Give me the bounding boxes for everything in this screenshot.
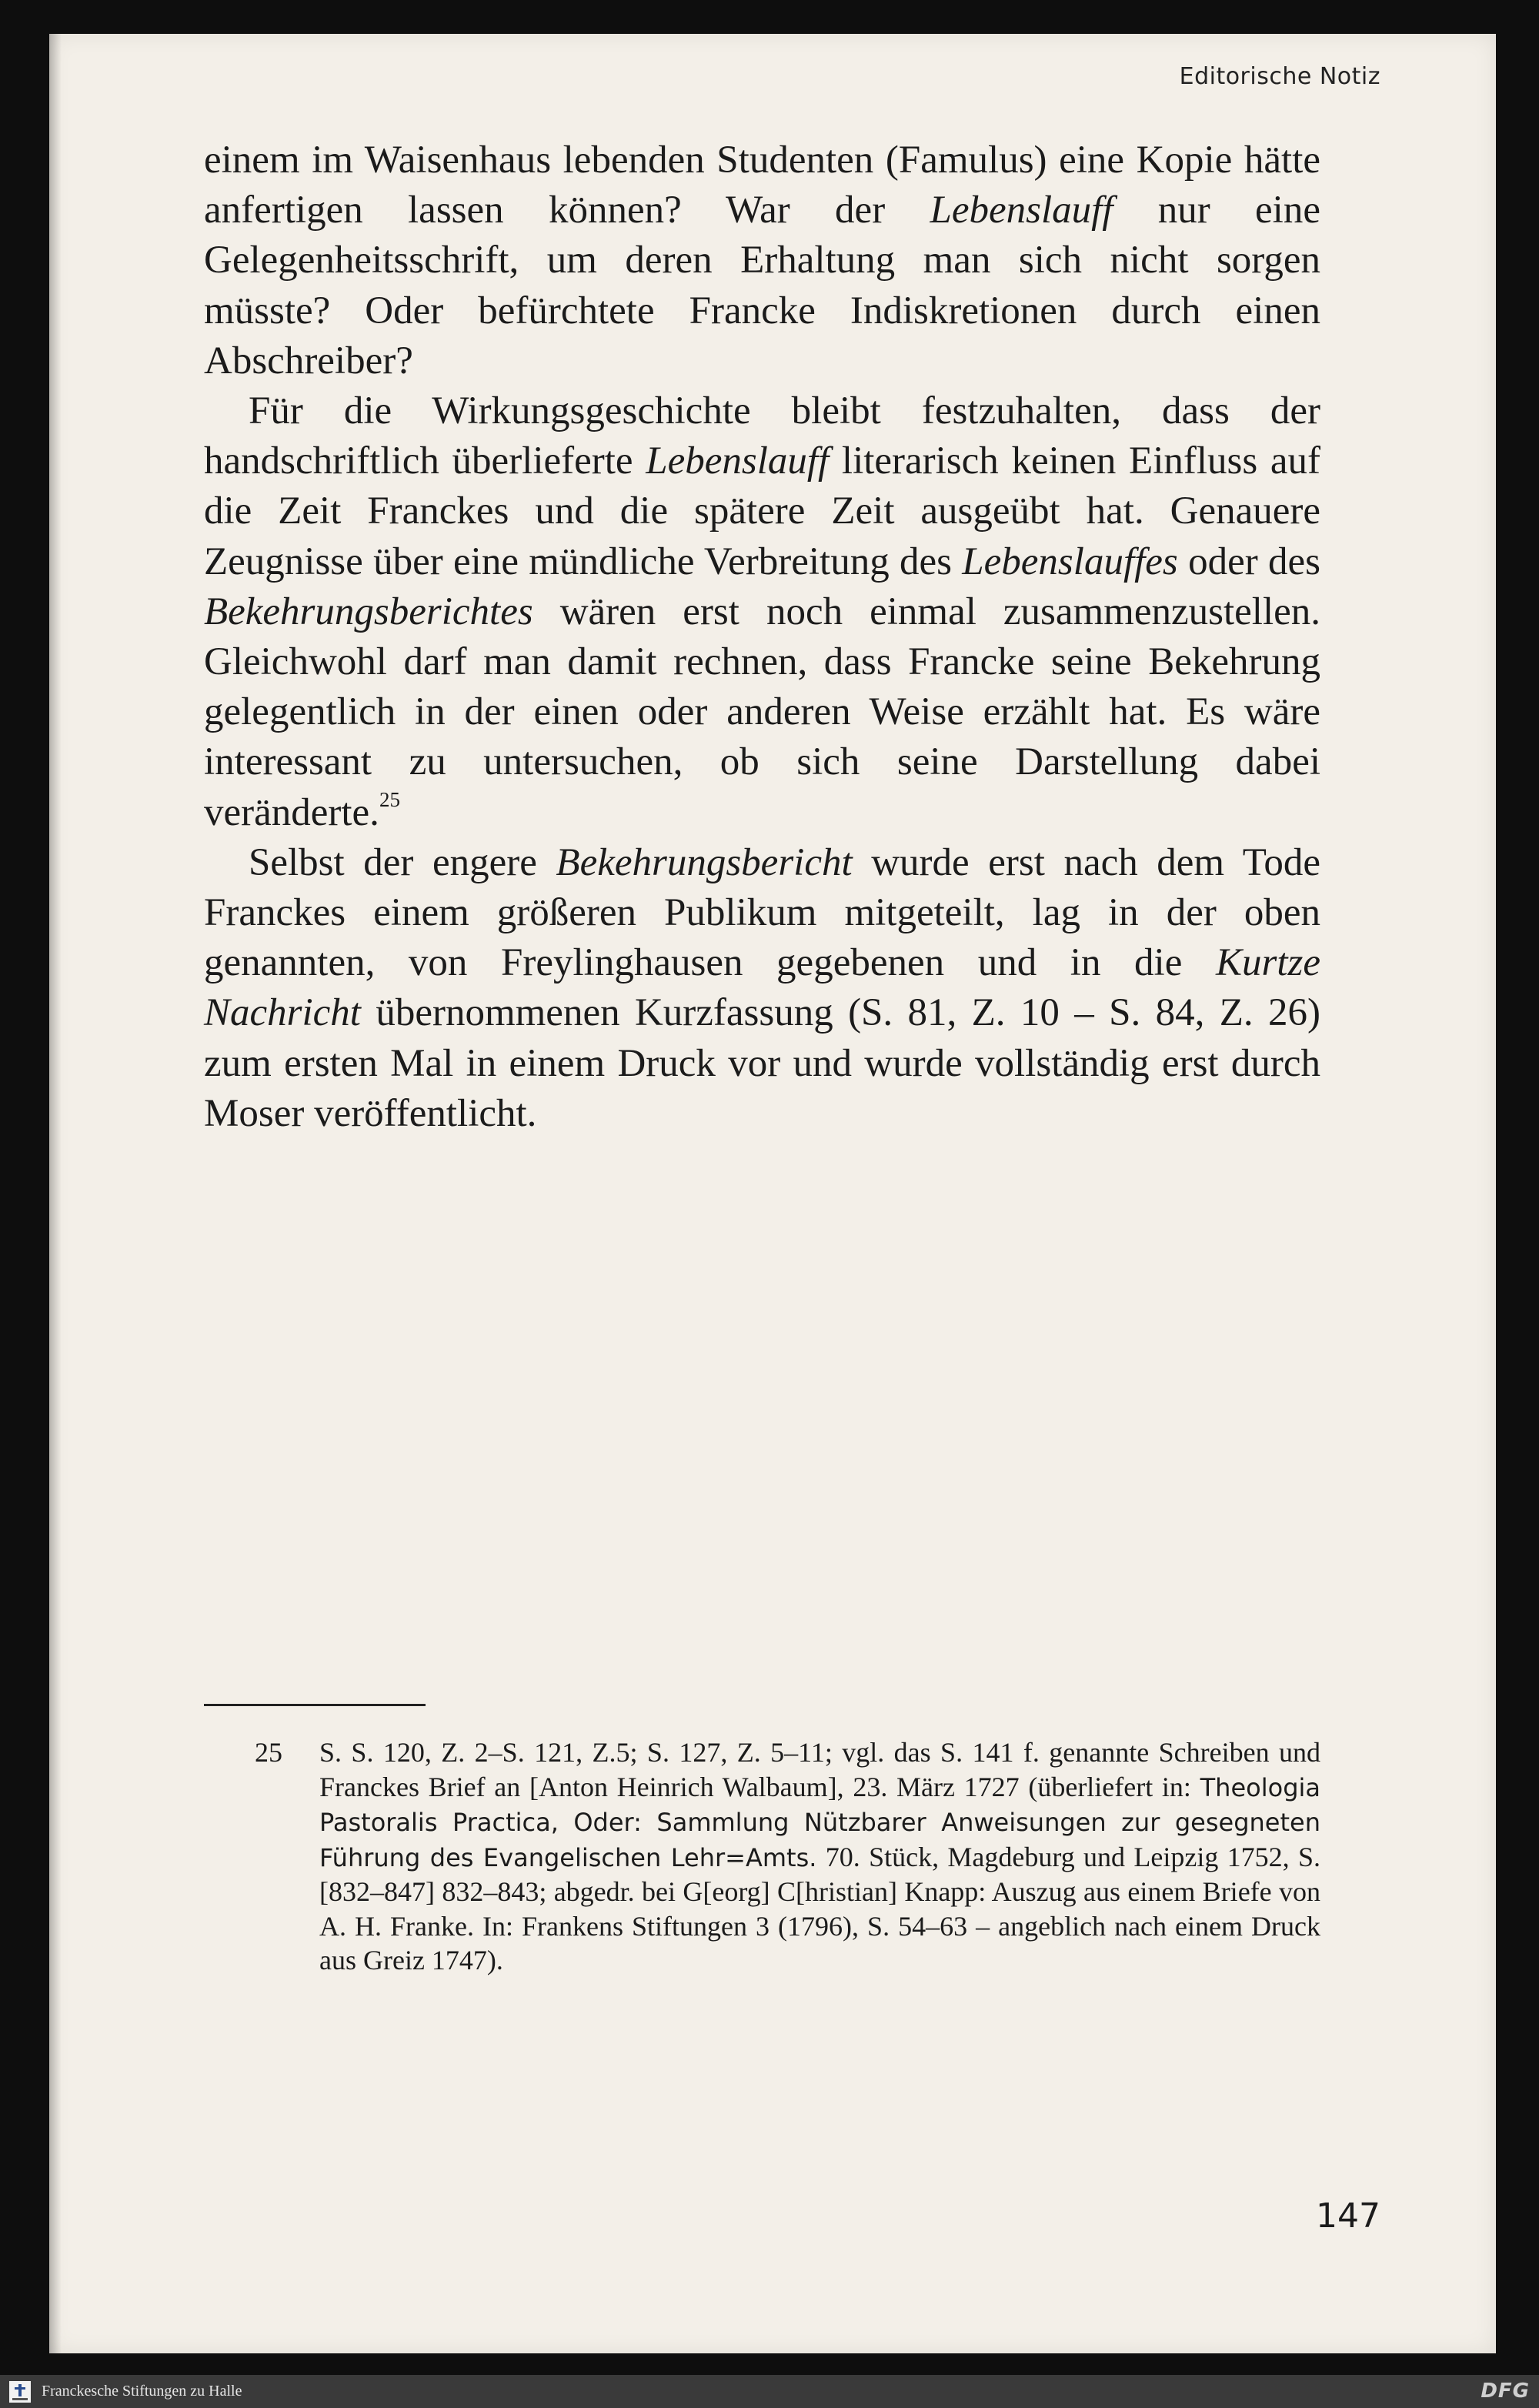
- footnote-text: S. S. 120, Z. 2–S. 121, Z.5; S. 127, Z. 5–11; vgl. das S. 141 f. genannte Schreiben und Franckes Brief an [Anton Heinrich Walbaum], 23. März 1727 (überliefert in: Theologia Pastoralis Practica, Oder: Sammlung Nützbarer Anweisungen zur gesegneten Führung des Evangelischen Lehr=Amts. 70. Stück, Magdeburg und Leipzig 1752, S. [832–847] 832–843; abgedr. bei G[eorg] C[hristian] Knapp: Auszug aus einem Briefe von A. H. Franke. In: Frankens Stiftungen 3 (1796), S. 54–63 – angeblich nach einem Druck aus Greiz 1747).: [319, 1737, 1320, 1975]
- paragraph-2: Für die Wirkungsgeschichte bleibt festzuhalten, dass der handschriftlich überlieferte Lebenslauff literarisch keinen Einfluss auf die Zeit Franckes und die spätere Zeit ausgeübt hat. Genauere Zeugnisse über eine mündliche Verbreitung des Lebenslauffes oder des Bekehrungsberichtes wären erst noch einmal zusammenzustellen. Gleichwohl darf man damit rechnen, dass Francke seine Bekehrung gelegentlich in der einen oder anderen Weise erzählt hat. Es wäre interessant zu untersuchen, ob sich seine Darstellung dabei veränderte.$^{25}$: [204, 389, 1321, 834]
- title-italic: Bekehrungsberichtes: [204, 589, 533, 633]
- footnote-number: 25: [255, 1737, 282, 1768]
- institution-logo-icon: [8, 2380, 32, 2404]
- page-gutter-shadow: [49, 34, 62, 2353]
- title-italic: Kurtze Nachricht: [204, 941, 1320, 1035]
- footnote-divider: [204, 1704, 426, 1706]
- running-head: Editorische Notiz: [1179, 63, 1380, 90]
- footnote-cited-title: Theologia Pastoralis Practica, Oder: Sammlung Nützbarer Anweisungen zur gesegneten Führung des Evangelischen Lehr=Amts.: [319, 1772, 1320, 1872]
- dfg-logo: DFG: [1481, 2380, 1530, 2403]
- paragraph-3: Selbst der engere Bekehrungsbericht wurde erst nach dem Tode Franckes einem größeren Publikum mitgeteilt, lag in der oben genannten, von Freylinghausen gegebenen und in die Kurtze Nachricht übernommenen Kurzfassung (S. 81, Z. 10 – S. 84, Z. 26) zum ersten Mal in einem Druck vor und wurde vollständig erst durch Moser veröffentlicht.: [204, 840, 1320, 1135]
- title-italic: Lebenslauff: [930, 189, 1113, 232]
- footer-bar: [0, 2375, 1539, 2408]
- title-italic: Lebenslauffes: [962, 539, 1178, 583]
- footnote-25: [204, 1735, 1320, 1978]
- paragraph-1: einem im Waisenhaus lebenden Studenten (Famulus) eine Kopie hätte anfertigen lassen können? War der Lebenslauff nur eine Gelegenheitsschrift, um deren Erhaltung man sich nicht sorgen müsste? Oder befürchtete Francke Indiskretionen durch einen Abschreiber?: [204, 139, 1320, 382]
- footnote-reference[interactable]: 25: [379, 787, 400, 811]
- institution-name: Franckesche Stiftungen zu Halle: [42, 2383, 242, 2400]
- body-text: [204, 135, 1320, 1139]
- title-italic: Lebenslauff: [646, 439, 830, 483]
- page-number: 147: [1316, 2196, 1380, 2236]
- title-italic: Bekehrungsbericht: [556, 840, 853, 884]
